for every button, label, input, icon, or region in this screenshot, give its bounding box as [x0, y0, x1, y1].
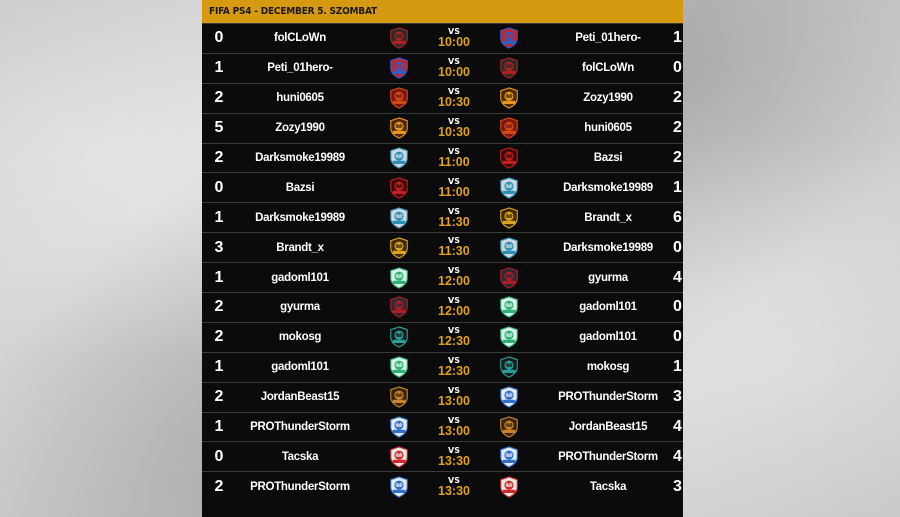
- away-score: 0: [673, 59, 682, 77]
- match-row: [202, 83, 683, 113]
- home-player: gadoml101: [271, 271, 329, 284]
- match-time-block: [434, 118, 474, 139]
- match-row: [202, 412, 683, 442]
- away-player: gyurma: [588, 271, 628, 284]
- tower-shield-icon: [364, 356, 434, 378]
- match-time: 13:00: [438, 393, 470, 408]
- home-player: Bazsi: [285, 181, 315, 194]
- away-player: Darksmoke19989: [563, 241, 653, 254]
- knight-mascot-icon: [474, 356, 544, 378]
- vs-label: VS: [448, 236, 460, 246]
- match-time-block: [434, 28, 474, 49]
- vs-label: VS: [448, 445, 460, 455]
- home-score: 0: [214, 447, 224, 465]
- gladiators-icon: [364, 117, 434, 139]
- vs-label: VS: [448, 57, 460, 67]
- thunder-mascot-icon: [364, 476, 434, 498]
- home-player: JordanBeast15: [260, 391, 340, 404]
- match-time: 11:00: [438, 184, 470, 199]
- home-score: 2: [214, 328, 224, 346]
- match-time: 12:00: [438, 304, 470, 319]
- away-player: Bazsi: [593, 152, 623, 164]
- match-time: 13:30: [438, 483, 470, 498]
- vs-label: VS: [448, 176, 460, 186]
- thunder-mascot-icon: [474, 446, 544, 468]
- match-schedule: [202, 0, 683, 517]
- away-player: PROThunderStorm: [558, 391, 658, 404]
- match-time: 12:00: [438, 274, 470, 289]
- match-time: 11:30: [438, 244, 470, 259]
- match-time: 13:00: [438, 423, 470, 438]
- match-time: 11:30: [438, 214, 470, 229]
- wings-mascot-icon: [364, 296, 434, 318]
- match-row: [202, 232, 683, 262]
- away-score: 6: [673, 208, 682, 226]
- away-player: PROThunderStorm: [558, 450, 658, 463]
- match-list: [202, 23, 683, 501]
- away-score: 3: [673, 477, 682, 495]
- away-player: huni0605: [584, 122, 632, 135]
- match-time: 13:30: [438, 453, 470, 468]
- eagle-mascot-icon: [474, 27, 544, 49]
- home-score: 1: [214, 59, 224, 77]
- vs-label: VS: [448, 326, 460, 336]
- schedule-header: [202, 0, 683, 23]
- crown-kingdom-icon: [364, 237, 434, 259]
- match-time: 12:30: [438, 334, 470, 349]
- home-score: 0: [214, 178, 224, 196]
- match-time-block: [434, 417, 474, 438]
- match-row: [202, 352, 683, 382]
- knight-mascot-icon: [364, 326, 434, 348]
- bear-mascot-icon: [364, 147, 434, 169]
- match-time-block: [434, 88, 474, 109]
- vs-label: VS: [448, 146, 460, 156]
- vs-label: VS: [448, 415, 460, 425]
- away-player: Darksmoke19989: [563, 181, 653, 194]
- gladiators-icon: [474, 87, 544, 109]
- home-score: 1: [214, 418, 224, 436]
- match-time-block: [434, 357, 474, 378]
- match-time-block: [434, 58, 474, 79]
- home-score: 0: [214, 29, 224, 47]
- vs-label: VS: [448, 355, 460, 365]
- home-player: mokosg: [278, 331, 322, 344]
- warrior-mascot-icon: [474, 476, 544, 498]
- away-score: 0: [673, 298, 682, 316]
- crown-kingdom-icon: [474, 207, 544, 229]
- tower-shield-icon: [474, 326, 544, 348]
- vs-label: VS: [448, 266, 460, 276]
- away-player: Zozy1990: [583, 92, 633, 105]
- vs-label: VS: [448, 86, 460, 96]
- home-score: 1: [214, 358, 224, 376]
- home-score: 1: [214, 268, 224, 286]
- away-score: 4: [673, 268, 682, 286]
- match-time: 12:30: [438, 363, 470, 378]
- eagle-mascot-icon: [364, 57, 434, 79]
- match-row: [202, 23, 683, 53]
- match-row: [202, 382, 683, 412]
- home-player: folCLoWn: [274, 32, 326, 45]
- away-score: 3: [673, 388, 682, 406]
- bird-mascot-icon: [364, 27, 434, 49]
- vs-label: VS: [448, 206, 460, 216]
- home-player: PROThunderStorm: [250, 421, 350, 434]
- match-time-block: [434, 297, 474, 318]
- thunder-mascot-icon: [364, 416, 434, 438]
- match-time-block: [434, 178, 474, 199]
- wings-mascot-icon: [474, 267, 544, 289]
- match-time-block: [434, 327, 474, 348]
- home-score: 2: [214, 477, 224, 495]
- lion-mascot-icon: [474, 117, 544, 139]
- home-score: 3: [214, 238, 224, 256]
- tower-shield-icon: [364, 267, 434, 289]
- vs-label: VS: [448, 296, 460, 306]
- away-player: gadoml101: [579, 301, 637, 314]
- home-player: Darksmoke19989: [255, 152, 345, 164]
- home-score: 2: [214, 298, 224, 316]
- away-player: mokosg: [586, 361, 630, 374]
- match-time-block: [434, 447, 474, 468]
- match-time-block: [434, 267, 474, 288]
- away-player: gadoml101: [579, 331, 637, 344]
- match-row: [202, 113, 683, 143]
- warrior-mascot-icon: [364, 446, 434, 468]
- match-row: [202, 53, 683, 83]
- match-row: [202, 262, 683, 292]
- match-time: 10:30: [438, 94, 470, 109]
- vs-label: VS: [448, 116, 460, 126]
- home-player: gyurma: [280, 301, 320, 314]
- bull-mascot-icon: [474, 147, 544, 169]
- home-score: 5: [214, 119, 224, 137]
- match-row: [202, 143, 683, 173]
- home-score: 2: [214, 89, 224, 107]
- away-score: 1: [673, 178, 682, 196]
- match-time-block: [434, 387, 474, 408]
- home-player: Peti_01hero-: [267, 62, 333, 75]
- away-score: 2: [673, 89, 682, 107]
- away-score: 0: [673, 328, 682, 346]
- away-player: folCLoWn: [582, 62, 634, 75]
- match-time: 10:00: [438, 35, 470, 50]
- lion-mascot-icon: [364, 87, 434, 109]
- away-score: 1: [673, 29, 682, 47]
- bear-mascot-icon: [364, 207, 434, 229]
- bear-mascot-icon: [474, 177, 544, 199]
- match-row: [202, 172, 683, 202]
- home-player: Brandt_x: [276, 241, 324, 254]
- home-player: Zozy1990: [275, 122, 325, 135]
- bear-mascot-icon: [474, 237, 544, 259]
- tower-shield-icon: [474, 296, 544, 318]
- away-score: 4: [673, 447, 682, 465]
- away-score: 1: [673, 358, 682, 376]
- match-row: [202, 202, 683, 232]
- match-row: [202, 441, 683, 471]
- match-time-block: [434, 148, 474, 169]
- vs-label: VS: [448, 27, 460, 37]
- home-score: 2: [214, 149, 224, 166]
- match-row: [202, 292, 683, 322]
- match-row: [202, 471, 683, 501]
- vs-label: VS: [448, 385, 460, 395]
- vs-label: VS: [448, 475, 460, 485]
- away-score: 2: [673, 119, 682, 137]
- bull-mascot-icon: [364, 177, 434, 199]
- home-score: 2: [214, 388, 224, 406]
- home-player: Darksmoke19989: [255, 211, 345, 224]
- home-player: PROThunderStorm: [250, 480, 350, 493]
- thunder-mascot-icon: [474, 386, 544, 408]
- match-time: 11:00: [438, 154, 470, 169]
- bird-mascot-icon: [474, 57, 544, 79]
- away-player: JordanBeast15: [568, 421, 648, 434]
- match-time-block: [434, 208, 474, 229]
- away-score: 2: [673, 149, 682, 166]
- home-player: gadoml101: [271, 361, 329, 374]
- home-score: 1: [214, 208, 224, 226]
- schedule-title: FIFA PS4 - DECEMBER 5. SZOMBAT: [209, 6, 377, 17]
- away-player: Peti_01hero-: [575, 32, 641, 45]
- away-player: Tacska: [589, 480, 627, 493]
- match-row: [202, 322, 683, 352]
- match-time-block: [434, 477, 474, 498]
- match-time: 10:00: [438, 65, 470, 80]
- match-time: 10:30: [438, 124, 470, 139]
- away-player: Brandt_x: [584, 211, 632, 224]
- match-time-block: [434, 237, 474, 258]
- beast-mascot-icon: [474, 416, 544, 438]
- home-player: huni0605: [276, 92, 324, 105]
- home-player: Tacska: [281, 450, 319, 463]
- away-score: 0: [673, 238, 682, 256]
- beast-mascot-icon: [364, 386, 434, 408]
- away-score: 4: [673, 418, 682, 436]
